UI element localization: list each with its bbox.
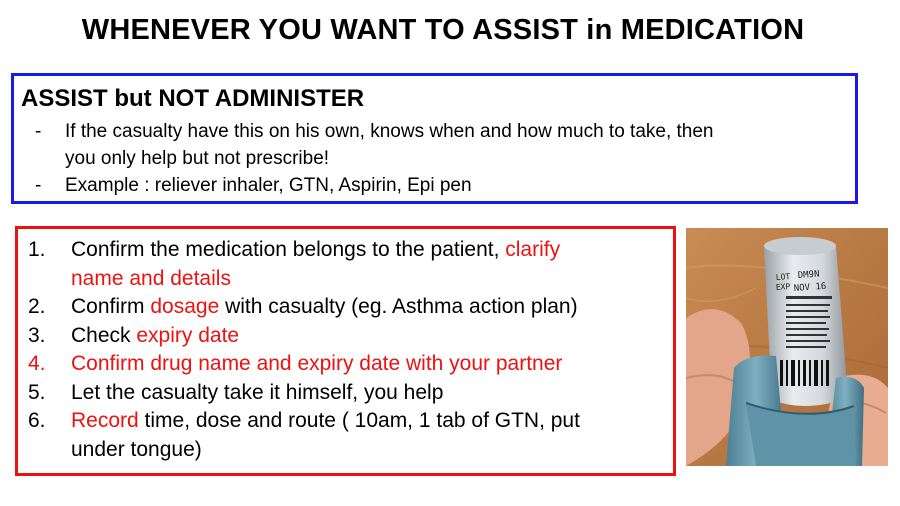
step-number: 6. <box>28 409 46 432</box>
photo-label-exp: EXP <box>775 282 791 292</box>
step-1 <box>71 236 671 265</box>
step-highlight: clarify <box>505 238 561 261</box>
step-3 <box>71 322 671 351</box>
step-number: 3. <box>28 323 46 347</box>
photo-label-lot: LOT <box>775 272 791 282</box>
assist-heading: ASSIST but NOT ADMINISTER <box>21 85 365 112</box>
photo-label-code: DM9N <box>797 269 820 281</box>
step-number: 1. <box>28 238 46 261</box>
step-text: Confirm the medication belongs to the patient, <box>71 238 506 261</box>
step-text: time, dose and route ( 10am, 1 tab of GTN, put <box>138 409 580 432</box>
step-highlight: expiry date <box>136 323 240 347</box>
photo-label-date: NOV 16 <box>793 281 827 294</box>
step-text: Confirm <box>71 295 151 318</box>
step-text: with casualty (eg. Asthma action plan) <box>219 295 578 318</box>
step-text: Check <box>71 323 137 347</box>
step-number: 5. <box>28 380 46 404</box>
assist-bullet-2: Example : reliever inhaler, GTN, Aspirin, Epi pen <box>65 175 472 196</box>
assist-bullet-1-line-1: If the casualty have this on his own, knows when and how much to take, then <box>65 121 714 142</box>
step-4: Confirm drug name and expiry date with your partner <box>71 352 563 375</box>
assist-bullet-1-line-2: you only help but not prescribe! <box>65 148 330 169</box>
step-6 <box>71 407 671 436</box>
step-number: 2. <box>28 295 46 318</box>
page-title: WHENEVER YOU WANT TO ASSIST in MEDICATION <box>81 14 805 46</box>
step-highlight: dosage <box>150 295 220 318</box>
step-number: 4. <box>28 352 46 375</box>
bullet-dash: - <box>35 121 42 142</box>
step-2 <box>71 293 671 322</box>
step-5: Let the casualty take it himself, you help <box>71 380 444 404</box>
step-highlight: Record <box>71 409 139 432</box>
inhaler-photo <box>686 228 888 466</box>
step-6-continued: under tongue) <box>71 437 202 461</box>
step-1-continued: name and details <box>71 266 231 290</box>
bullet-dash: - <box>35 175 42 196</box>
